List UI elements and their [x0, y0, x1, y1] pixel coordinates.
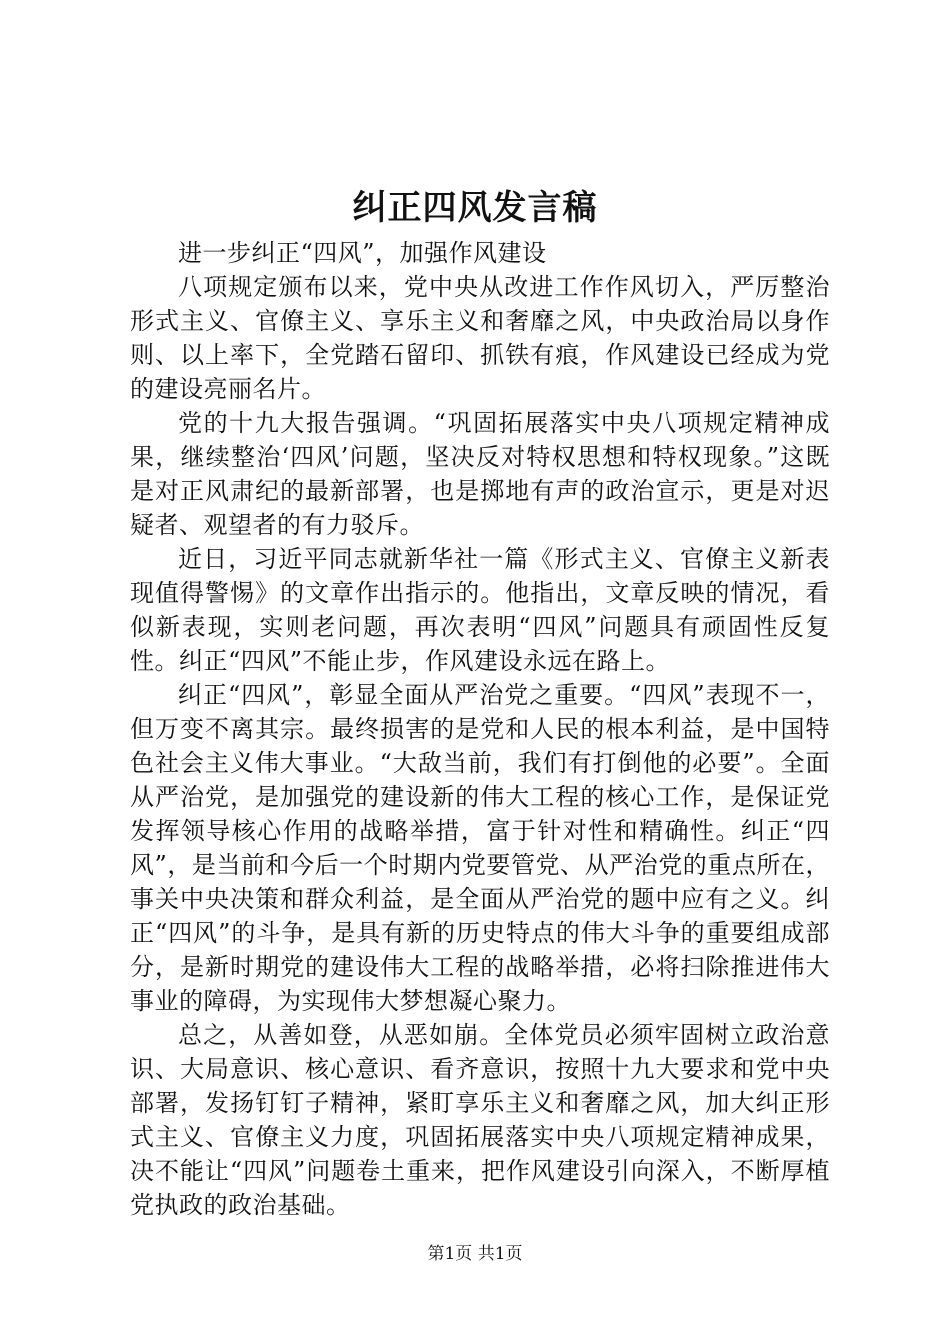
paragraph-5: 总之，从善如登，从恶如崩。全体党员必须牢固树立政治意识、大局意识、核心意识、看齐意识，按照十九大要求和党中央部署，发扬钉钉子精神，紧盯享乐主义和奢靡之风，加大纠正形式主义、官僚主义力度，巩固拓展落实中央八项规定精神成果，决不能让“四风”问题卷土重来，把作风建设引向深入，不断厚植党执政的政治基础。 — [130, 1021, 830, 1219]
document-body — [130, 236, 830, 1222]
document-title: 纠正四风发言稿 — [352, 188, 598, 228]
paragraph-heading: 进一步纠正“四风”，加强作风建设 — [178, 239, 547, 267]
paragraph-2: 党的十九大报告强调。“巩固拓展落实中央八项规定精神成果，继续整治‘四风’问题，坚决反对特权思想和特权现象。”这既是对正风肃纪的最新部署，也是掷地有声的政治宣示，更是对迟疑者、观望者的有力驳斥。 — [130, 409, 830, 539]
paragraph-3: 近日，习近平同志就新华社一篇《形式主义、官僚主义新表现值得警惕》的文章作出指示的。他指出，文章反映的情况，看似新表现，实则老问题，再次表明“四风”问题具有顽固性反复性。纠正“四风”不能止步，作风建设永远在路上。 — [130, 545, 830, 675]
paragraph-1: 八项规定颁布以来，党中央从改进工作作风切入，严厉整治形式主义、官僚主义、享乐主义和奢靡之风，中央政治局以身作则、以上率下，全党踏石留印、抓铁有痕，作风建设已经成为党的建设亮丽名片。 — [130, 273, 830, 403]
page-footer: 第1页 共1页 — [427, 1244, 523, 1264]
paragraph-4: 纠正“四风”，彰显全面从严治党之重要。“四风”表现不一，但万变不离其宗。最终损害的是党和人民的根本利益，是中国特色社会主义伟大事业。“大敌当前，我们有打倒他的必要”。全面从严治党，是加强党的建设新的伟大工程的核心工作，是保证党发挥领导核心作用的战略举措，富于针对性和精确性。纠正“四风”，是当前和今后一个时期内党要管党、从严治党的重点所在，事关中央决策和群众利益，是全面从严治党的题中应有之义。纠正“四风”的斗争，是具有新的历史特点的伟大斗争的重要组成部分，是新时期党的建设伟大工程的战略举措，必将扫除推进伟大事业的障碍，为实现伟大梦想凝心聚力。 — [130, 681, 830, 1015]
